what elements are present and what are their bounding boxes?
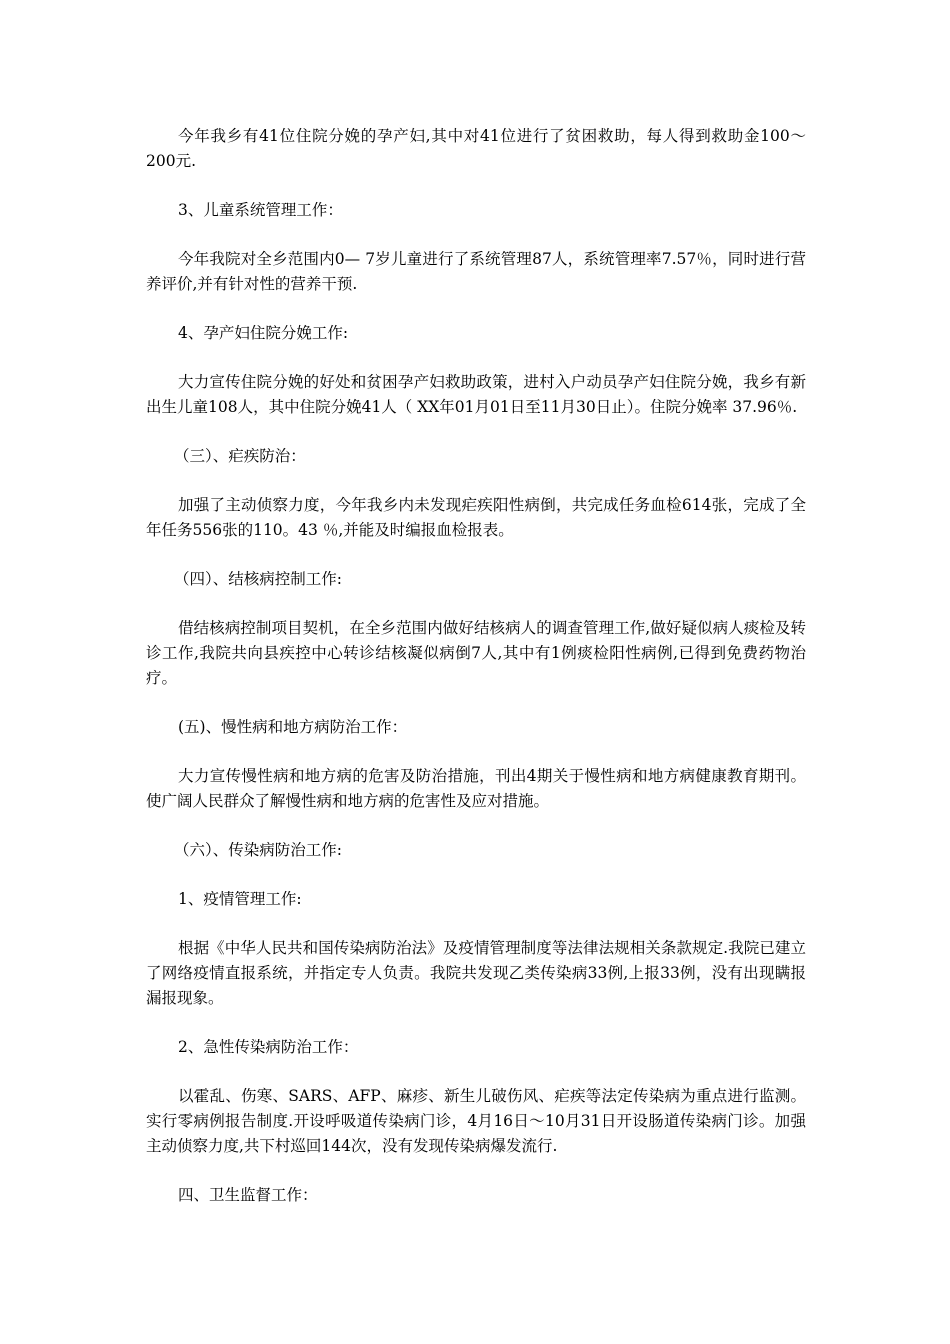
heading-malaria: （三）、疟疾防治： <box>174 447 306 465</box>
heading-infectious-disease: （六）、传染病防治工作: <box>174 841 342 859</box>
heading-epidemic-management: 1、疫情管理工作: <box>178 890 302 908</box>
heading-chronic-disease: (五)、慢性病和地方病防治工作： <box>178 718 408 736</box>
paragraph-acute-infectious: 以霍乱、伤寒、SARS、AFP、麻疹、新生儿破伤风、疟疾等法定传染病为重点进行监测。实行零病例报告制度.开设呼吸道传染病门诊，4月16日～10月31日开设肠道传染病门诊。加强主动侦察力度,共下村巡回144次，没有发现传染病爆发流行. <box>146 1087 806 1155</box>
heading-acute-infectious: 2、急性传染病防治工作： <box>178 1038 359 1056</box>
heading-health-supervision: 四、卫生监督工作： <box>178 1186 318 1204</box>
paragraph-tuberculosis: 借结核病控制项目契机，在全乡范围内做好结核病人的调查管理工作,做好疑似病人痰检及转诊工作,我院共向县疾控中心转诊结核凝似病倒7人,其中有1例痰检阳性病例,已得到免费药物治疗。 <box>146 619 806 687</box>
heading-child-management: 3、儿童系统管理工作： <box>178 201 343 219</box>
document-page <box>146 124 806 1232</box>
paragraph-child-management: 今年我院对全乡范围内0— 7岁儿童进行了系统管理87人，系统管理率7.57％，同时进行营养评价,并有针对性的营养干预. <box>146 250 806 293</box>
paragraph-malaria: 加强了主动侦察力度，今年我乡内未发现疟疾阳性病倒，共完成任务血检614张，完成了全年任务556张的110。43 ％,并能及时编报血检报表。 <box>146 496 806 539</box>
paragraph-poverty-relief: 今年我乡有41位住院分娩的孕产妇,其中对41位进行了贫困救助，每人得到救助金100～200元. <box>146 127 806 170</box>
paragraph-hospital-delivery: 大力宣传住院分娩的好处和贫困孕产妇救助政策，进村入户动员孕产妇住院分娩，我乡有新出生儿童108人，其中住院分娩41人（ XX年01月01日至11月30日止）。住院分娩率 37.96％. <box>146 373 806 416</box>
paragraph-chronic-disease: 大力宣传慢性病和地方病的危害及防治措施，刊出4期关于慢性病和地方病健康教育期刊。使广阔人民群众了解慢性病和地方病的危害性及应对措施。 <box>146 767 806 810</box>
heading-hospital-delivery: 4、孕产妇住院分娩工作: <box>178 324 349 342</box>
heading-tuberculosis: （四）、结核病控制工作: <box>174 570 342 588</box>
paragraph-epidemic-management: 根据《中华人民共和国传染病防治法》及疫情管理制度等法律法规相关条款规定.我院已建立了网络疫情直报系统，并指定专人负责。我院共发现乙类传染病33例,上报33例，没有出现瞒报漏报现象。 <box>146 939 806 1007</box>
